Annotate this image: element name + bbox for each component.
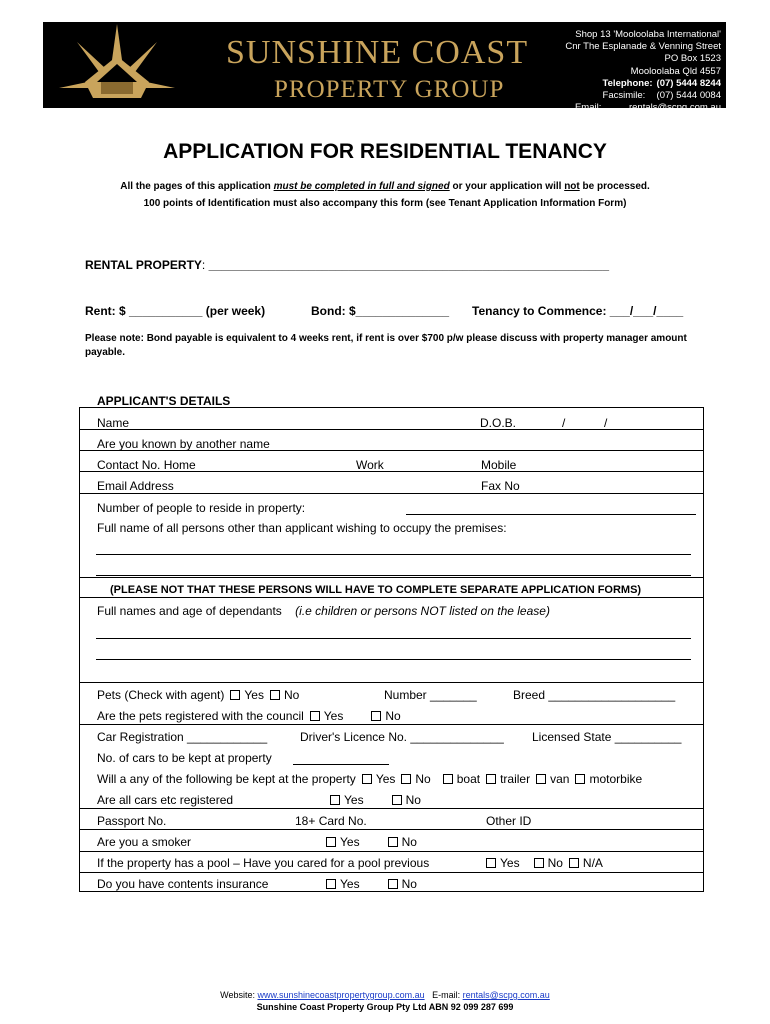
brand-name-line2: PROPERTY GROUP (274, 76, 505, 103)
trailer-label: trailer (500, 772, 531, 786)
dependants-hint: (i.e children or persons NOT listed on the lease) (295, 604, 550, 618)
insurance-options (320, 877, 417, 891)
insurance-no-checkbox[interactable] (388, 879, 398, 889)
notice-emphasis: must be completed in full and signed (273, 181, 450, 192)
contact-block (565, 29, 721, 114)
telephone-value: (07) 5444 8244 (656, 77, 721, 89)
no-label: No (385, 709, 401, 723)
no-label: No (415, 772, 431, 786)
footer-email-link[interactable]: rentals@scpg.com.au (462, 990, 550, 1000)
cars-registered-label: Are all cars etc registered (97, 793, 234, 807)
cars-kept-label: No. of cars to be kept at property (97, 751, 272, 765)
others-blank-line[interactable] (96, 575, 691, 576)
licensed-state-field[interactable]: Licensed State __________ (532, 730, 682, 744)
row-divider (80, 724, 703, 725)
bond-note: Please note: Bond payable is equivalent to 4 weeks rent, if rent is over $700 p/w please discuss with property manager amount payable. (85, 333, 687, 358)
no-label: No (405, 793, 421, 807)
rental-property-blank[interactable]: ____________________________________________________________ (208, 258, 610, 272)
mobile-label: Mobile (481, 458, 517, 472)
dob-slash: / (604, 416, 608, 430)
row-divider (80, 808, 703, 809)
rental-property-field[interactable] (85, 258, 609, 272)
row-divider (80, 851, 703, 852)
pet-breed-field[interactable]: Breed ___________________ (513, 688, 676, 702)
drivers-licence-field[interactable]: Driver's Licence No. ______________ (300, 730, 504, 744)
dependants-blank-line[interactable] (96, 638, 691, 639)
telephone-row (565, 78, 721, 90)
page-title: APPLICATION FOR RESIDENTIAL TENANCY (163, 140, 607, 163)
no-label: No (401, 877, 417, 891)
address-line: Mooloolaba Qld 4557 (630, 65, 721, 77)
rent-field[interactable]: Rent: $ ___________ (per week) (85, 304, 266, 318)
row-divider (80, 597, 703, 598)
boat-label: boat (456, 772, 481, 786)
kept-at-property-label: Will a any of the following be kept at the property (97, 772, 356, 786)
car-rego-field[interactable]: Car Registration ____________ (97, 730, 268, 744)
dependants-blank-line[interactable] (96, 659, 691, 660)
pool-no-checkbox[interactable] (534, 858, 544, 868)
cars-registered-yes-checkbox[interactable] (330, 795, 340, 805)
kept-no-checkbox[interactable] (401, 774, 411, 784)
row-divider (80, 682, 703, 683)
boat-checkbox[interactable] (443, 774, 453, 784)
na-label: N/A (582, 856, 603, 870)
motorbike-label: motorbike (589, 772, 643, 786)
website-link[interactable]: www.sunshinecoastpropertygroup.com.au (257, 990, 425, 1000)
bond-field[interactable]: Bond: $______________ (311, 304, 450, 318)
notice-text: be processed. (579, 181, 650, 192)
no-label: No (547, 856, 563, 870)
passport-label: Passport No. (97, 814, 167, 828)
num-people-label: Number of people to reside in property: (97, 501, 306, 515)
pets-registered-row (97, 709, 401, 723)
cars-registered-no-checkbox[interactable] (392, 795, 402, 805)
insurance-yes-checkbox[interactable] (326, 879, 336, 889)
pool-options (480, 856, 603, 870)
known-as-label: Are you known by another name (97, 437, 270, 451)
telephone-label: Telephone: (602, 77, 653, 89)
cars-registered-options (324, 793, 421, 807)
notice-text: or your application will (449, 181, 565, 192)
pool-na-checkbox[interactable] (569, 858, 579, 868)
letterhead-banner (43, 22, 726, 114)
sunburst-logo-icon (57, 22, 177, 108)
website-label: Website: (220, 990, 258, 1000)
brand-name-line1: SUNSHINE COAST (226, 34, 529, 71)
email-label: Email: (574, 102, 602, 114)
dob-label: D.O.B. (480, 416, 517, 430)
others-blank-line[interactable] (96, 554, 691, 555)
separate-forms-note: (PLEASE NOT THAT THESE PERSONS WILL HAVE TO COMPLETE SEPARATE APPLICATION FORMS) (110, 584, 642, 596)
full-name-others-label: Full name of all persons other than applicant wishing to occupy the premises: (97, 521, 507, 535)
identification-notice: 100 points of Identification must also accompany this form (see Tenant Application Information Form) (143, 198, 627, 209)
dob-slash: / (562, 416, 566, 430)
facsimile-value: (07) 5444 0084 (656, 90, 721, 102)
van-checkbox[interactable] (536, 774, 546, 784)
smoker-options (320, 835, 417, 849)
tenancy-commence-field[interactable]: Tenancy to Commence: ___/___/____ (472, 304, 684, 318)
email-row (565, 102, 721, 114)
smoker-no-checkbox[interactable] (388, 837, 398, 847)
email-address-label: Email Address (97, 479, 174, 493)
dependants-text: Full names and age of dependants (97, 604, 282, 618)
completion-notice (0, 181, 770, 192)
pets-no-checkbox[interactable] (270, 690, 280, 700)
pets-registered-label: Are the pets registered with the council (97, 709, 304, 723)
van-label: van (550, 772, 570, 786)
no-label: No (283, 688, 300, 702)
yes-label: Yes (244, 688, 264, 702)
contents-insurance-label: Do you have contents insurance (97, 877, 269, 891)
address-line: Shop 13 'Mooloolaba International' (575, 29, 721, 40)
pets-registered-yes-checkbox[interactable] (310, 711, 320, 721)
footer-contact (0, 990, 770, 1000)
rental-property-label: RENTAL PROPERTY (85, 258, 202, 272)
pets-registered-no-checkbox[interactable] (371, 711, 381, 721)
smoker-label: Are you a smoker (97, 835, 192, 849)
contact-home-label: Contact No. Home (97, 458, 196, 472)
kept-yes-checkbox[interactable] (362, 774, 372, 784)
motorbike-checkbox[interactable] (575, 774, 585, 784)
yes-label: Yes (375, 772, 396, 786)
colon: : (201, 258, 209, 272)
applicant-details-table (79, 407, 704, 892)
trailer-checkbox[interactable] (486, 774, 496, 784)
num-people-blank[interactable] (406, 514, 696, 515)
notice-not: not (564, 181, 580, 192)
yes-label: Yes (323, 709, 344, 723)
yes-label: Yes (344, 793, 364, 807)
row-divider (80, 577, 703, 578)
yes-label: Yes (340, 835, 360, 849)
pets-row (97, 688, 299, 702)
facsimile-row (565, 90, 721, 102)
card18-label: 18+ Card No. (295, 814, 367, 828)
row-divider (80, 429, 703, 430)
pool-label: If the property has a pool – Have you cared for a pool previous (97, 856, 430, 870)
address-line: PO Box 1523 (664, 53, 721, 65)
yes-label: Yes (500, 856, 520, 870)
no-label: No (401, 835, 417, 849)
pets-label: Pets (Check with agent) (97, 688, 225, 702)
yes-label: Yes (340, 877, 360, 891)
cars-kept-blank[interactable] (293, 764, 389, 765)
other-id-label: Other ID (486, 814, 532, 828)
footer-company: Sunshine Coast Property Group Pty Ltd ABN 92 099 287 699 (256, 1002, 514, 1012)
address-line: Cnr The Esplanade & Venning Street (565, 41, 721, 53)
kept-at-property-row (97, 772, 642, 786)
footer-email-label: E-mail: (432, 990, 463, 1000)
smoker-yes-checkbox[interactable] (326, 837, 336, 847)
row-divider (80, 829, 703, 830)
applicant-details-heading: APPLICANT'S DETAILS (97, 394, 231, 408)
row-divider (80, 493, 703, 494)
email-value: rentals@scpg.com.au (628, 102, 721, 114)
pool-yes-checkbox[interactable] (486, 858, 496, 868)
name-label: Name (97, 416, 130, 430)
pet-number-field[interactable]: Number _______ (384, 688, 477, 702)
pets-yes-checkbox[interactable] (230, 690, 240, 700)
facsimile-label: Facsimile: (602, 90, 646, 102)
dependants-label (97, 604, 550, 618)
notice-text: All the pages of this application (120, 181, 274, 192)
row-divider (80, 872, 703, 873)
fax-label: Fax No (481, 479, 520, 493)
work-label: Work (356, 458, 384, 472)
